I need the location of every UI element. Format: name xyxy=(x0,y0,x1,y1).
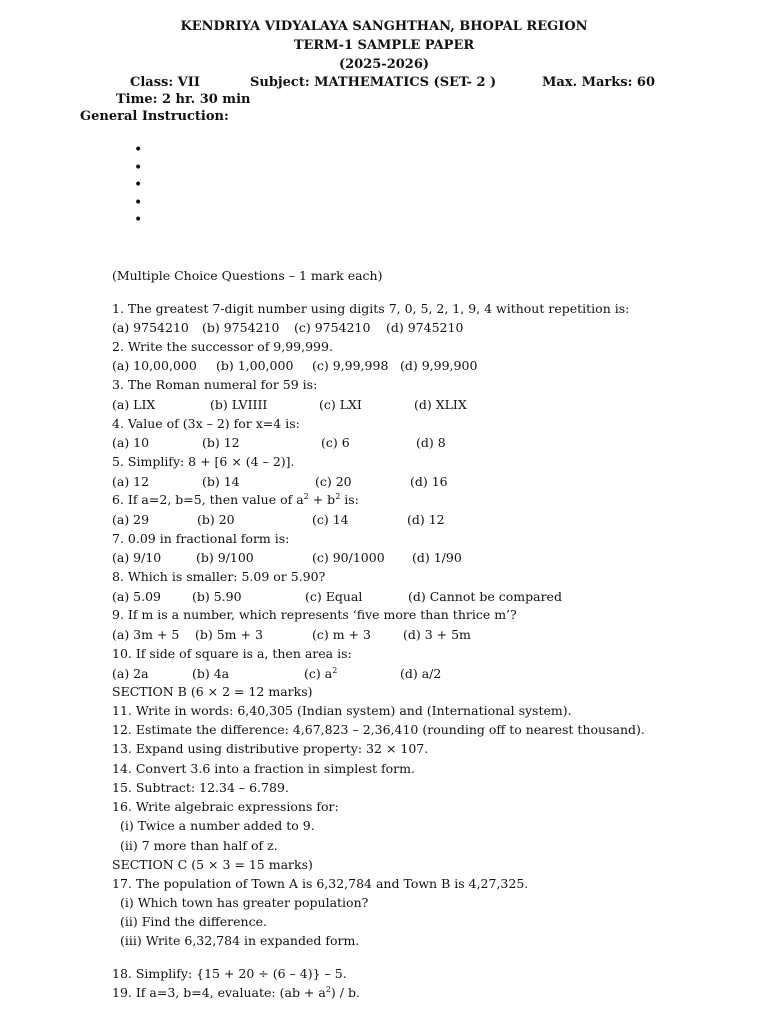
question-8: 8. Which is smaller: 5.09 or 5.90? xyxy=(112,569,326,584)
option-d: (d) 12 xyxy=(407,512,445,527)
option-c: (c) Equal xyxy=(305,589,363,604)
question-17-part-iii: (iii) Write 6,32,784 in expanded form. xyxy=(120,933,360,948)
question-17: 17. The population of Town A is 6,32,784 and Town B is 4,27,325. xyxy=(112,876,529,891)
option-a: (a) 9/10 xyxy=(112,550,162,565)
question-1: 1. The greatest 7-digit number using digits 7, 0, 5, 2, 1, 9, 4 without repetition is: xyxy=(112,301,630,316)
question-16: 16. Write algebraic expressions for: xyxy=(112,799,339,814)
option-c: (c) LXI xyxy=(319,397,362,412)
session-year: (2025-2026) xyxy=(338,57,430,72)
instruction-bullet xyxy=(134,177,142,195)
paper-title: TERM-1 SAMPLE PAPER xyxy=(293,38,475,53)
option-a: (a) 9754210 xyxy=(112,320,189,335)
instruction-bullet xyxy=(134,195,142,213)
max-marks-label: Max. Marks: 60 xyxy=(542,75,656,90)
question-17-part-i: (i) Which town has greater population? xyxy=(120,895,369,910)
option-c: (c) 14 xyxy=(312,512,349,527)
option-b: (b) 5m + 3 xyxy=(195,627,263,642)
option-b: (b) 12 xyxy=(202,435,240,450)
question-11: 11. Write in words: 6,40,305 (Indian system) and (International system). xyxy=(112,703,572,718)
option-d: (d) a/2 xyxy=(400,666,442,681)
question-17-part-ii: (ii) Find the difference. xyxy=(120,914,267,929)
option-c: (c) 9,99,998 xyxy=(312,358,389,373)
question-19: 19. If a=3, b=4, evaluate: $(ab + a^2) / b$. xyxy=(112,984,360,1000)
section-c-heading: SECTION C (5 × 3 = 15 marks) xyxy=(112,857,313,872)
question-5: 5. Simplify: 8 + [6 × (4 – 2)]. xyxy=(112,454,295,469)
question-7: 7. 0.09 in fractional form is: xyxy=(112,531,290,546)
subject-label: Subject: MATHEMATICS (SET- 2 ) xyxy=(250,75,497,90)
option-b: (b) 5.90 xyxy=(192,589,242,604)
question-13: 13. Expand using distributive property: 32 × 107. xyxy=(112,741,429,756)
question-16-part-i: (i) Twice a number added to 9. xyxy=(120,818,315,833)
option-d: (d) 9745210 xyxy=(386,320,464,335)
option-a: (a) 3m + 5 xyxy=(112,627,180,642)
option-d: (d) 1/90 xyxy=(412,550,462,565)
class-label: Class: VII xyxy=(130,75,200,90)
option-c: (c) 6 xyxy=(321,435,350,450)
option-d: (d) XLIX xyxy=(414,397,467,412)
option-b: (b) 9/100 xyxy=(196,550,254,565)
question-18: 18. Simplify: {15 + 20 ÷ (6 – 4)} – 5. xyxy=(112,966,347,981)
option-b: (b) 14 xyxy=(202,474,240,489)
question-12: 12. Estimate the difference: 4,67,823 – 2,36,410 (rounding off to nearest thousand). xyxy=(112,722,645,737)
question-15: 15. Subtract: 12.34 – 6.789. xyxy=(112,780,289,795)
option-b: (b) 4a xyxy=(192,666,230,681)
option-d: (d) 8 xyxy=(416,435,446,450)
section-b-heading: SECTION B (6 × 2 = 12 marks) xyxy=(112,684,313,699)
option-b: (b) 20 xyxy=(197,512,235,527)
instruction-bullet xyxy=(134,212,142,230)
question-16-part-ii: (ii) 7 more than half of z. xyxy=(120,838,278,853)
option-c: (c) $a^2$ xyxy=(304,665,338,681)
instruction-bullet xyxy=(134,160,142,178)
question-10: 10. If side of square is a, then area is: xyxy=(112,646,352,661)
option-c: (c) 90/1000 xyxy=(312,550,385,565)
school-title: KENDRIYA VIDYALAYA SANGHTHAN, BHOPAL REGION xyxy=(180,19,588,34)
question-14: 14. Convert 3.6 into a fraction in simplest form. xyxy=(112,761,415,776)
option-b: (b) LVIIII xyxy=(210,397,268,412)
option-a: (a) 2a xyxy=(112,666,149,681)
question-3: 3. The Roman numeral for 59 is: xyxy=(112,377,318,392)
instruction-bullet-list xyxy=(134,142,142,230)
option-a: (a) 5.09 xyxy=(112,589,162,604)
option-a: (a) 29 xyxy=(112,512,150,527)
general-instruction-heading: General Instruction: xyxy=(80,109,229,124)
option-d: (d) 9,99,900 xyxy=(400,358,478,373)
option-d: (d) 3 + 5m xyxy=(403,627,471,642)
option-c: (c) m + 3 xyxy=(312,627,371,642)
question-4: 4. Value of (3x – 2) for x=4 is: xyxy=(112,416,300,431)
section-a-heading: (Multiple Choice Questions – 1 mark each) xyxy=(112,268,383,283)
time-label: Time: 2 hr. 30 min xyxy=(116,92,251,107)
instruction-bullet xyxy=(134,142,142,160)
question-9: 9. If m is a number, which represents ‘five more than thrice m’? xyxy=(112,607,517,622)
option-d: (d) Cannot be compared xyxy=(408,589,562,604)
option-b: (b) 1,00,000 xyxy=(216,358,294,373)
option-a: (a) LIX xyxy=(112,397,156,412)
option-c: (c) 9754210 xyxy=(294,320,371,335)
option-a: (a) 10 xyxy=(112,435,150,450)
option-b: (b) 9754210 xyxy=(202,320,280,335)
question-2: 2. Write the successor of 9,99,999. xyxy=(112,339,333,354)
option-d: (d) 16 xyxy=(410,474,448,489)
option-c: (c) 20 xyxy=(315,474,352,489)
option-a: (a) 10,00,000 xyxy=(112,358,197,373)
question-6: 6. If a=2, b=5, then value of $a^2 + b^2$ is: xyxy=(112,491,359,507)
option-a: (a) 12 xyxy=(112,474,150,489)
